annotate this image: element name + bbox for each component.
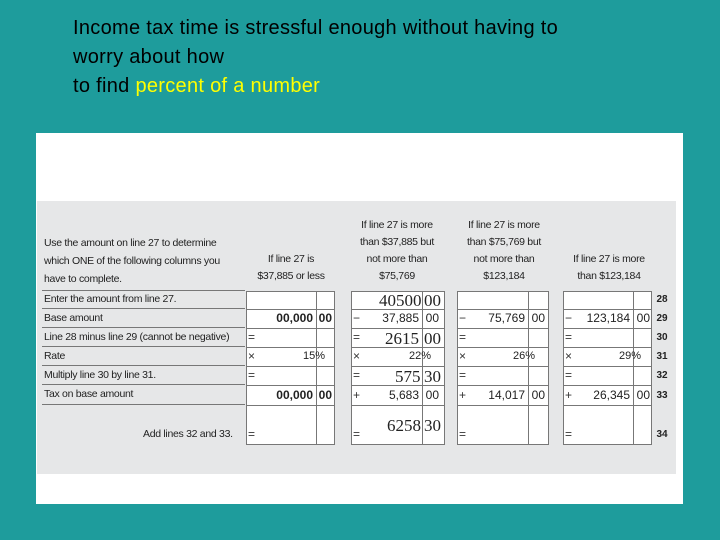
row-label-34: Add lines 32 and 33. — [143, 428, 233, 440]
column-2-header-line: $75,769 — [379, 270, 415, 282]
line-number-29: 29 — [656, 313, 668, 324]
column-2-header-line: than $37,885 but — [359, 236, 435, 248]
col1-rate: 15% — [302, 350, 325, 362]
column-4-header-line: than $123,184 — [577, 270, 641, 282]
line-number-32: 32 — [656, 370, 668, 381]
instruction-line-2: which ONE of the following columns you — [44, 255, 220, 267]
row-divider — [351, 405, 445, 406]
times-op: × — [459, 349, 467, 363]
line-number-28: 28 — [656, 294, 668, 305]
equals-op: = — [459, 368, 467, 382]
divider — [42, 346, 245, 347]
col2-product-handwritten: 575 — [395, 367, 421, 386]
row-divider — [457, 366, 549, 367]
column-1-header-line: $37,885 or less — [257, 270, 325, 282]
col2-difference-handwritten: 2615 — [385, 329, 419, 348]
plus-op: + — [353, 388, 361, 402]
row-divider — [563, 405, 652, 406]
equals-op: = — [353, 368, 361, 382]
col2-tax-base-cents: 00 — [425, 388, 439, 402]
instruction-line-3: have to complete. — [44, 273, 122, 285]
line-number-30: 30 — [656, 332, 668, 343]
minus-op: − — [565, 311, 573, 325]
column-3-header-line: not more than — [473, 253, 535, 265]
equals-op: = — [459, 330, 467, 344]
cents-divider — [316, 291, 317, 445]
row-divider — [246, 385, 335, 386]
divider — [42, 308, 245, 309]
col4-tax-base-cents: 00 — [636, 388, 650, 402]
row-label-32: Multiply line 30 by line 31. — [44, 369, 156, 381]
line-number-34: 34 — [656, 429, 668, 440]
col3-rate: 26% — [512, 350, 535, 362]
row-divider — [246, 405, 335, 406]
col4-base-cents: 00 — [636, 311, 650, 325]
col4-rate: 29% — [618, 350, 641, 362]
row-divider — [457, 385, 549, 386]
divider — [42, 404, 245, 405]
title-line-1: Income tax time is stressful enough without having to — [73, 17, 559, 39]
equals-op: = — [248, 368, 256, 382]
column-3-header-line: If line 27 is more — [468, 219, 540, 231]
column-1-header-line: If line 27 is — [267, 253, 315, 265]
col3-tax-base-cents: 00 — [531, 388, 545, 402]
col3-base-cents: 00 — [531, 311, 545, 325]
times-op: × — [248, 349, 256, 363]
row-divider — [563, 385, 652, 386]
divider — [42, 365, 245, 366]
title-line-2: worry about how — [73, 46, 225, 68]
row-label-33: Tax on base amount — [44, 388, 134, 400]
row-divider — [457, 405, 549, 406]
col3-tax-base: 14,017 — [488, 388, 525, 402]
column-2-header — [351, 217, 443, 285]
col2-amount-handwritten: 40500 — [379, 291, 422, 310]
col2-total-handwritten: 6258 — [387, 416, 421, 435]
title-highlight: percent of a number — [135, 75, 321, 97]
plus-op: + — [565, 388, 573, 402]
row-divider — [563, 366, 652, 367]
col2-rate: 22% — [408, 350, 431, 362]
equals-op: = — [248, 427, 256, 441]
title-line-3-prefix: to find — [73, 75, 136, 97]
cents-divider — [422, 291, 423, 445]
col3-base-amount: 75,769 — [488, 311, 525, 325]
col2-base-amount: 37,885 — [382, 311, 419, 325]
times-op: × — [353, 349, 361, 363]
row-label-29: Base amount — [44, 312, 103, 324]
divider — [42, 384, 245, 385]
title-line-3 — [73, 72, 693, 101]
cents-divider — [633, 291, 634, 445]
equals-op: = — [565, 427, 573, 441]
col2-base-cents: 00 — [425, 311, 439, 325]
col2-total-cents: 30 — [424, 416, 441, 435]
column-3-header-line: $123,184 — [483, 270, 525, 282]
row-label-30: Line 28 minus line 29 (cannot be negative) — [44, 331, 230, 343]
divider — [42, 290, 245, 291]
equals-op: = — [248, 330, 256, 344]
row-label-28: Enter the amount from line 27. — [44, 293, 177, 305]
col1-tax-base: 00,000 — [276, 388, 313, 402]
col2-amount-cents: 00 — [424, 291, 441, 310]
row-divider — [563, 328, 652, 329]
col1-base-cents: 00 — [318, 311, 332, 325]
row-divider — [246, 328, 335, 329]
cents-divider — [528, 291, 529, 445]
col4-tax-base: 26,345 — [593, 388, 630, 402]
equals-op: = — [565, 368, 573, 382]
col2-product-cents: 30 — [424, 367, 441, 386]
divider — [42, 327, 245, 328]
equals-op: = — [353, 330, 361, 344]
line-number-31: 31 — [656, 351, 668, 362]
column-4-header — [563, 251, 655, 285]
minus-op: − — [459, 311, 467, 325]
plus-op: + — [459, 388, 467, 402]
row-divider — [457, 328, 549, 329]
line-number-33: 33 — [656, 390, 668, 401]
column-3-header-line: than $75,769 but — [466, 236, 542, 248]
equals-op: = — [353, 427, 361, 441]
slide-title — [73, 14, 693, 101]
minus-op: − — [353, 311, 361, 325]
instruction-line-1: Use the amount on line 27 to determine — [44, 237, 217, 249]
column-3-header — [456, 217, 552, 285]
col4-base-amount: 123,184 — [586, 311, 630, 325]
col2-difference-cents: 00 — [424, 329, 441, 348]
column-2-header-line: If line 27 is more — [361, 219, 433, 231]
tax-worksheet — [37, 201, 676, 474]
col1-tax-base-cents: 00 — [318, 388, 332, 402]
column-4-header-line: If line 27 is more — [573, 253, 645, 265]
column-1-header — [249, 251, 333, 285]
equals-op: = — [459, 427, 467, 441]
row-label-31: Rate — [44, 350, 65, 362]
col1-base-amount: 00,000 — [276, 311, 313, 325]
row-divider — [246, 366, 335, 367]
col2-tax-base: 5,683 — [388, 388, 419, 402]
column-2-header-line: not more than — [366, 253, 428, 265]
equals-op: = — [565, 330, 573, 344]
times-op: × — [565, 349, 573, 363]
